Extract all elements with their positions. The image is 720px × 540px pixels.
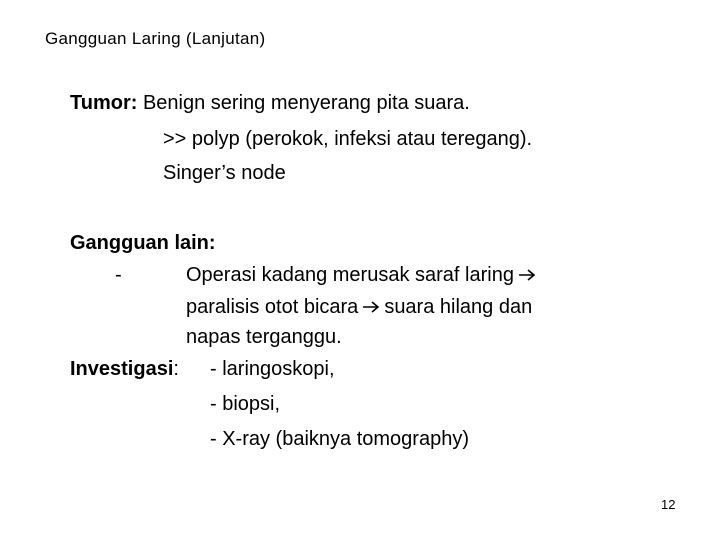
arrow-right-icon: [518, 264, 536, 288]
investigasi-item-1: - laringoskopi,: [210, 358, 335, 380]
investigasi-item-2: - biopsi,: [210, 393, 281, 415]
gangguan-lain-text-2b: suara hilang dan: [384, 296, 533, 318]
gangguan-lain-line-1: [186, 263, 540, 288]
gangguan-lain-dash: -: [115, 264, 122, 286]
arrow-right-icon: [362, 296, 380, 320]
page-number: 12: [661, 497, 676, 512]
investigasi-line: [70, 357, 179, 381]
gangguan-lain-text-1: Operasi kadang merusak saraf laring: [186, 264, 514, 286]
tumor-line-1: [70, 91, 470, 115]
investigasi-label: Investigasi: [70, 358, 174, 380]
gangguan-lain-label: Gangguan lain:: [70, 232, 216, 254]
tumor-text-1: Benign sering menyerang pita suara.: [142, 92, 470, 114]
gangguan-lain-text-2a: paralisis otot bicara: [186, 296, 359, 318]
tumor-label: Tumor:: [70, 92, 138, 114]
tumor-line-2: >> polyp (perokok, infeksi atau teregang).: [163, 128, 533, 150]
gangguan-lain-line-3: napas terganggu.: [186, 326, 342, 348]
investigasi-colon: :: [173, 358, 179, 380]
slide-title: Gangguan Laring (Lanjutan): [45, 29, 266, 48]
gangguan-lain-line-2: [186, 295, 532, 320]
tumor-line-3: Singer’s node: [163, 162, 286, 184]
investigasi-item-3: - X-ray (baiknya tomography): [210, 428, 469, 450]
